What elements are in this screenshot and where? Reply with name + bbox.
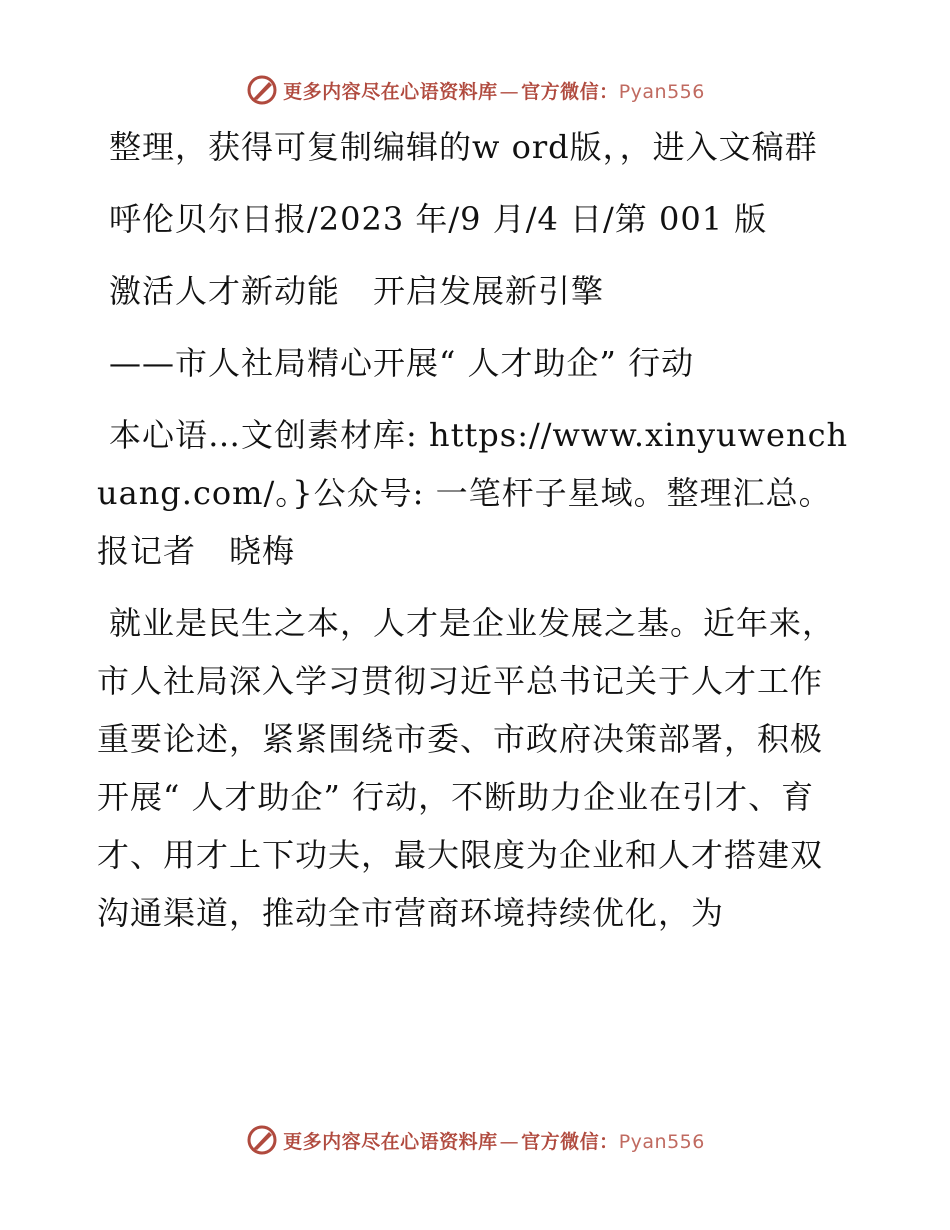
banner-separator: —	[499, 80, 520, 103]
banner-slogan: 更多内容尽在心语资料库	[283, 1130, 498, 1153]
body-paragraph: 就业是民生之本，人才是企业发展之基。近年来，市人社局深入学习贯彻习近平总书记关于人才工作重要论述，紧紧围绕市委、市政府决策部署，积极开展“ 人才助企” 行动，不断助力企业在引才、育才、用才上下功夫，最大限度为企业和人才搭建双沟通渠道，推动全市营商环境持续优化，为	[97, 604, 836, 932]
banner-contact-label: 官方微信：	[521, 1130, 619, 1153]
banner-contact-id: Pyan556	[618, 1130, 705, 1153]
banner-contact-label: 官方微信：	[521, 80, 619, 103]
banner-text	[283, 1127, 705, 1154]
banner-separator: —	[499, 1130, 520, 1153]
banner-text	[283, 77, 705, 104]
quill-pen-logo-icon	[245, 73, 279, 107]
footer-watermark-banner	[0, 1120, 950, 1160]
banner-contact-id: Pyan556	[618, 80, 705, 103]
source-line: 呼伦贝尔日报/2023 年/9 月/4 日/第 001 版	[109, 200, 768, 238]
article-title: 激活人才新动能 开启发展新引擎	[109, 272, 605, 310]
banner-slogan: 更多内容尽在心语资料库	[283, 80, 498, 103]
header-watermark-banner	[0, 70, 950, 110]
quill-pen-logo-icon	[245, 1123, 279, 1157]
credit-line: 本心语…文创素材库: https://www.xinyuwenchuang.com/。}公众号: 一笔杆子星域。整理汇总。报记者 晓梅	[97, 416, 849, 570]
article-subtitle: ——市人社局精心开展“ 人才助企” 行动	[109, 344, 695, 382]
document-body	[97, 118, 852, 956]
intro-line: 整理，获得可复制编辑的w ord版，，进入文稿群	[109, 128, 818, 166]
